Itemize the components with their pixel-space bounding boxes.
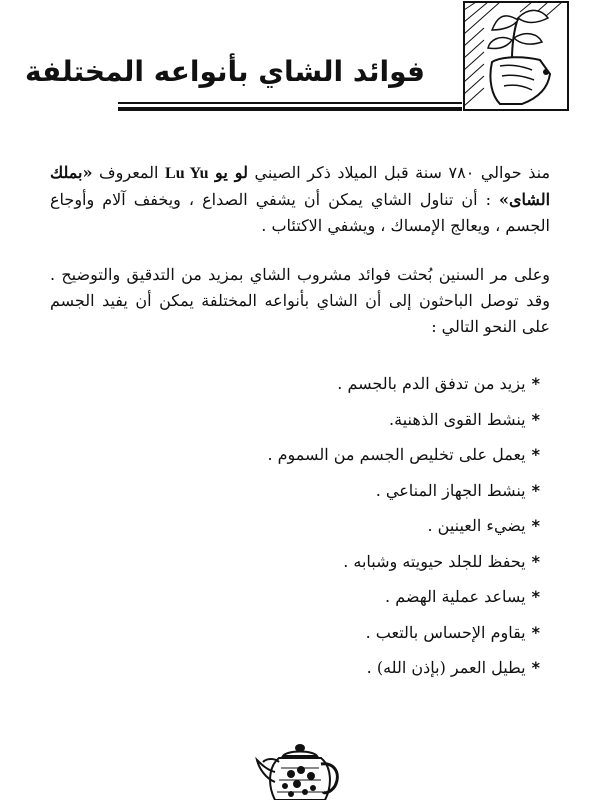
bullet-star: * (531, 480, 540, 500)
intro-part2: المعروف (99, 163, 159, 182)
benefit-item: *يحفظ للجلد حيويته وشبابه . (343, 551, 540, 571)
intro-paragraph (50, 160, 550, 239)
name-arabic: لو يو (215, 163, 248, 182)
intro-part1: منذ حوالي ٧٨٠ سنة قبل الميلاد ذكر الصيني (254, 163, 551, 182)
teapot-icon (255, 742, 345, 800)
bullet-star: * (531, 622, 540, 642)
benefit-item: *يقاوم الإحساس بالتعب . (365, 622, 540, 642)
bullet-star: * (531, 409, 540, 429)
research-paragraph: وعلى مر السنين بُحثت فوائد مشروب الشاي بمزيد من التدقيق والتوضيح . وقد توصل الباحثون إلى أن الشاي بأنواعه المختلفة يمكن أن يفيد الجسم على النحو التالي : (50, 265, 551, 336)
nickname: «بملك الشاى» (50, 163, 551, 209)
name-latin: Lu Yu (165, 165, 209, 182)
benefit-item: *ينشط القوى الذهنية. (389, 409, 540, 429)
bullet-star: * (531, 445, 540, 464)
bullet-star: * (531, 516, 540, 535)
title-rule-thick (118, 107, 462, 111)
benefits-list (60, 366, 540, 686)
benefit-item: *يزيد من تدفق الدم بالجسم . (337, 374, 540, 393)
benefit-item: *يعمل على تخليص الجسم من السموم . (267, 445, 540, 464)
bullet-star: * (531, 374, 540, 393)
benefit-item: *يضيء العينين . (427, 516, 540, 535)
title-rule-thin (118, 102, 462, 104)
benefit-item: *ينشط الجهاز المناعي . (375, 480, 540, 500)
benefit-item: *يساعد عملية الهضم . (385, 587, 540, 606)
bullet-star: * (531, 551, 540, 571)
page-title: فوائد الشاي بأنواعه المختلفة (24, 55, 425, 88)
bullet-star: * (531, 587, 540, 606)
bullet-star: * (531, 658, 540, 677)
intro-part3: : أن تناول الشاي يمكن أن يشفي الصداع ، ويخفف آلام وأوجاع الجسم ، ويعالج الإمساك ، ويشفي الاكتئاب . (50, 190, 550, 235)
plant-hand-icon (462, 0, 570, 112)
benefit-item: *يطيل العمر (بإذن الله) . (366, 658, 540, 677)
